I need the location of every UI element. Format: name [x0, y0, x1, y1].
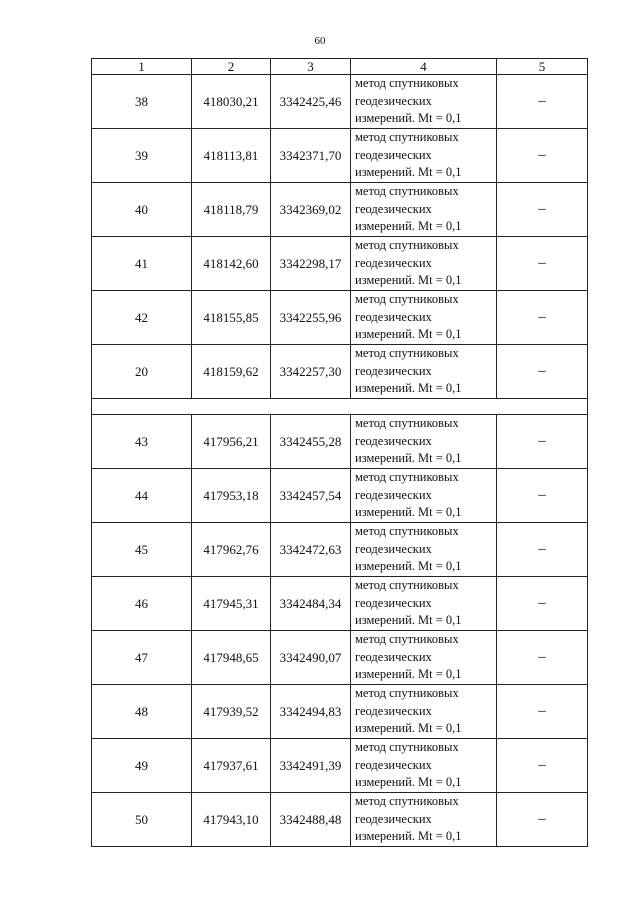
y-coordinate-cell: 3342457,54 — [271, 469, 351, 523]
table-row — [92, 469, 588, 523]
method-cell — [351, 237, 497, 291]
note-cell: – — [497, 523, 588, 577]
note-cell: – — [497, 739, 588, 793]
method-line: метод спутниковых — [355, 184, 459, 198]
method-cell — [351, 685, 497, 739]
point-number-cell: 39 — [92, 129, 192, 183]
method-line: метод спутниковых — [355, 76, 459, 90]
method-line: метод спутниковых — [355, 346, 459, 360]
table-row — [92, 129, 588, 183]
page-number: 60 — [314, 35, 326, 47]
method-line: метод спутниковых — [355, 524, 459, 538]
x-coordinate-cell: 417953,18 — [192, 469, 271, 523]
note-cell: – — [497, 75, 588, 129]
y-coordinate-cell: 3342490,07 — [271, 631, 351, 685]
method-line: геодезических — [355, 309, 432, 324]
separator-row — [92, 399, 588, 415]
header-col-3: 3 — [271, 59, 351, 75]
method-line: метод спутниковых — [355, 578, 459, 592]
table-row — [92, 523, 588, 577]
method-line: измерений. Mt = 0,1 — [355, 219, 462, 233]
point-number-cell: 45 — [92, 523, 192, 577]
method-line: измерений. Mt = 0,1 — [355, 273, 462, 287]
note-cell: – — [497, 631, 588, 685]
method-line: геодезических — [355, 811, 432, 826]
table-row — [92, 577, 588, 631]
method-cell — [351, 291, 497, 345]
table-row — [92, 291, 588, 345]
method-cell — [351, 345, 497, 399]
method-line: измерений. Mt = 0,1 — [355, 559, 462, 573]
note-cell: – — [497, 793, 588, 847]
separator-cell — [92, 399, 588, 415]
y-coordinate-cell: 3342494,83 — [271, 685, 351, 739]
method-line: геодезических — [355, 649, 432, 664]
method-line: геодезических — [355, 433, 432, 448]
note-cell: – — [497, 415, 588, 469]
method-cell — [351, 523, 497, 577]
header-col-4: 4 — [351, 59, 497, 75]
y-coordinate-cell: 3342425,46 — [271, 75, 351, 129]
table-row — [92, 75, 588, 129]
note-cell: – — [497, 685, 588, 739]
point-number-cell: 47 — [92, 631, 192, 685]
coordinates-table — [91, 58, 588, 847]
x-coordinate-cell: 417937,61 — [192, 739, 271, 793]
x-coordinate-cell: 418155,85 — [192, 291, 271, 345]
method-cell — [351, 415, 497, 469]
method-line: геодезических — [355, 703, 432, 718]
method-line: измерений. Mt = 0,1 — [355, 111, 462, 125]
y-coordinate-cell: 3342369,02 — [271, 183, 351, 237]
point-number-cell: 42 — [92, 291, 192, 345]
point-number-cell: 40 — [92, 183, 192, 237]
table-row — [92, 793, 588, 847]
method-cell — [351, 631, 497, 685]
method-line: измерений. Mt = 0,1 — [355, 667, 462, 681]
method-cell — [351, 469, 497, 523]
method-line: геодезических — [355, 93, 432, 108]
y-coordinate-cell: 3342484,34 — [271, 577, 351, 631]
method-line: метод спутниковых — [355, 292, 459, 306]
method-line: измерений. Mt = 0,1 — [355, 829, 462, 843]
method-line: измерений. Mt = 0,1 — [355, 721, 462, 735]
table-row — [92, 237, 588, 291]
y-coordinate-cell: 3342298,17 — [271, 237, 351, 291]
note-cell: – — [497, 183, 588, 237]
y-coordinate-cell: 3342472,63 — [271, 523, 351, 577]
note-cell: – — [497, 237, 588, 291]
method-line: измерений. Mt = 0,1 — [355, 451, 462, 465]
method-line: метод спутниковых — [355, 794, 459, 808]
y-coordinate-cell: 3342491,39 — [271, 739, 351, 793]
table-row — [92, 183, 588, 237]
point-number-cell: 38 — [92, 75, 192, 129]
point-number-cell: 50 — [92, 793, 192, 847]
method-line: измерений. Mt = 0,1 — [355, 505, 462, 519]
y-coordinate-cell: 3342255,96 — [271, 291, 351, 345]
point-number-cell: 48 — [92, 685, 192, 739]
table-row — [92, 345, 588, 399]
x-coordinate-cell: 418030,21 — [192, 75, 271, 129]
x-coordinate-cell: 418118,79 — [192, 183, 271, 237]
y-coordinate-cell: 3342488,48 — [271, 793, 351, 847]
point-number-cell: 20 — [92, 345, 192, 399]
method-line: метод спутниковых — [355, 740, 459, 754]
y-coordinate-cell: 3342371,70 — [271, 129, 351, 183]
method-cell — [351, 577, 497, 631]
x-coordinate-cell: 418142,60 — [192, 237, 271, 291]
method-line: геодезических — [355, 201, 432, 216]
method-line: геодезических — [355, 487, 432, 502]
header-col-5: 5 — [497, 59, 588, 75]
method-line: геодезических — [355, 255, 432, 270]
point-number-cell: 44 — [92, 469, 192, 523]
point-number-cell: 46 — [92, 577, 192, 631]
method-cell — [351, 793, 497, 847]
method-cell — [351, 129, 497, 183]
method-line: метод спутниковых — [355, 416, 459, 430]
method-cell — [351, 75, 497, 129]
table-row — [92, 739, 588, 793]
point-number-cell: 41 — [92, 237, 192, 291]
x-coordinate-cell: 418159,62 — [192, 345, 271, 399]
point-number-cell: 43 — [92, 415, 192, 469]
point-number-cell: 49 — [92, 739, 192, 793]
method-line: геодезических — [355, 757, 432, 772]
x-coordinate-cell: 417962,76 — [192, 523, 271, 577]
method-cell — [351, 739, 497, 793]
y-coordinate-cell: 3342455,28 — [271, 415, 351, 469]
method-line: метод спутниковых — [355, 470, 459, 484]
method-line: измерений. Mt = 0,1 — [355, 327, 462, 341]
header-col-1: 1 — [92, 59, 192, 75]
x-coordinate-cell: 417945,31 — [192, 577, 271, 631]
note-cell: – — [497, 577, 588, 631]
method-line: геодезических — [355, 147, 432, 162]
method-line: метод спутниковых — [355, 130, 459, 144]
x-coordinate-cell: 417943,10 — [192, 793, 271, 847]
method-line: измерений. Mt = 0,1 — [355, 613, 462, 627]
x-coordinate-cell: 417939,52 — [192, 685, 271, 739]
method-line: измерений. Mt = 0,1 — [355, 165, 462, 179]
method-line: геодезических — [355, 363, 432, 378]
method-line: измерений. Mt = 0,1 — [355, 775, 462, 789]
table-row — [92, 685, 588, 739]
method-line: метод спутниковых — [355, 686, 459, 700]
x-coordinate-cell: 418113,81 — [192, 129, 271, 183]
method-line: метод спутниковых — [355, 632, 459, 646]
header-col-2: 2 — [192, 59, 271, 75]
method-cell — [351, 183, 497, 237]
method-line: измерений. Mt = 0,1 — [355, 381, 462, 395]
method-line: геодезических — [355, 541, 432, 556]
table-row — [92, 631, 588, 685]
table-row — [92, 415, 588, 469]
note-cell: – — [497, 345, 588, 399]
method-line: геодезических — [355, 595, 432, 610]
x-coordinate-cell: 417948,65 — [192, 631, 271, 685]
note-cell: – — [497, 291, 588, 345]
x-coordinate-cell: 417956,21 — [192, 415, 271, 469]
table-header-row — [92, 59, 588, 75]
method-line: метод спутниковых — [355, 238, 459, 252]
table-body — [92, 75, 588, 847]
note-cell: – — [497, 129, 588, 183]
note-cell: – — [497, 469, 588, 523]
y-coordinate-cell: 3342257,30 — [271, 345, 351, 399]
